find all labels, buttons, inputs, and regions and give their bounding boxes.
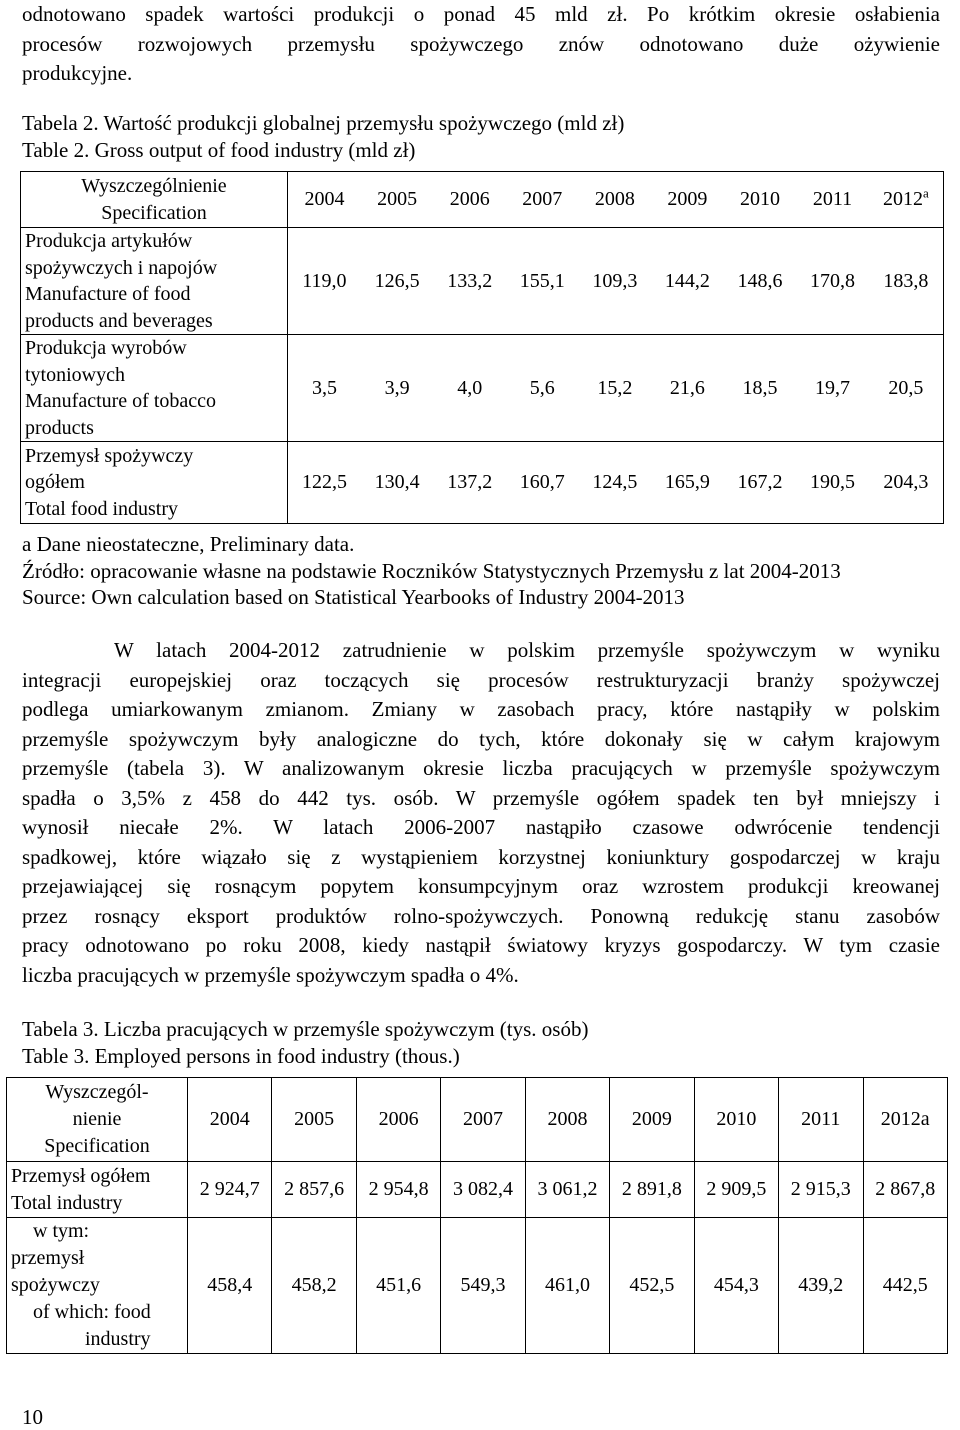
table2-cell: 183,8 [869, 228, 944, 335]
table2-year-last [869, 172, 944, 228]
table3-cell: 3 061,2 [525, 1162, 609, 1218]
table3-year: 2005 [272, 1078, 356, 1162]
table3-header-spec [7, 1078, 188, 1162]
table2-row-label [21, 228, 288, 335]
table3-cell: 458,4 [188, 1218, 272, 1354]
paragraph-line: spadkowej, które wiązało się z wystąpieniem korzystnej koniunktury gospodarczej w kraju [22, 844, 940, 869]
table2-cell: 15,2 [579, 335, 652, 442]
table2-cell: 165,9 [651, 442, 724, 524]
table3-cell: 2 924,7 [188, 1162, 272, 1218]
table2-cell: 130,4 [361, 442, 434, 524]
label-line: industry [85, 1328, 151, 1350]
table3-row-label [7, 1162, 188, 1218]
table3-caption-pl: Tabela 3. Liczba pracujących w przemyśle spożywczym (tys. osób) [22, 1017, 589, 1041]
table2-cell: 155,1 [506, 228, 579, 335]
table2-year: 2006 [433, 172, 506, 228]
table3-row [7, 1162, 948, 1218]
table3-year: 2008 [525, 1078, 609, 1162]
table3-row-label [7, 1218, 188, 1354]
label-line: tytoniowych [25, 363, 125, 386]
table3-cell: 549,3 [441, 1218, 525, 1354]
header-pl: Wyszczególnienie [81, 175, 227, 197]
label-line: przemysł [11, 1247, 85, 1269]
table2-cell: 109,3 [579, 228, 652, 335]
table2-cell: 5,6 [506, 335, 579, 442]
table2-caption-pl: Tabela 2. Wartość produkcji globalnej przemysłu spożywczego (mld zł) [22, 111, 625, 135]
table2-year: 2010 [724, 172, 797, 228]
table2-cell: 122,5 [288, 442, 361, 524]
table3-cell: 2 867,8 [863, 1162, 948, 1218]
table2-cell: 170,8 [796, 228, 869, 335]
table3 [6, 1077, 948, 1354]
table3-cell: 2 857,6 [272, 1162, 356, 1218]
table2-row [21, 442, 944, 524]
last-year: 2012 [883, 188, 924, 211]
table2-cell: 204,3 [869, 442, 944, 524]
paragraph-line: przemyśle (tabela 3). W analizowanym okresie liczba pracujących w przemyśle spożywczym [22, 756, 940, 780]
paragraph-line: przez rosnący eksport produktów rolno-spożywczych. Ponowną redukcję stanu zasobów [22, 903, 940, 928]
label-line: spożywczych i napojów [25, 256, 218, 279]
table2-cell: 144,2 [651, 228, 724, 335]
paragraph-line: pracy odnotowano po roku 2008, kiedy nastąpił światowy kryzys gospodarczy. W tym czasie [22, 933, 940, 957]
paragraph-line: liczba pracujących w przemyśle spożywczym spadła o 4%. [22, 962, 519, 987]
intro-line: procesów rozwojowych przemysłu spożywczego znów odnotowano duże ożywienie [22, 31, 940, 56]
table2-cell: 4,0 [433, 335, 506, 442]
table2-cell: 167,2 [724, 442, 797, 524]
table3-caption-en: Table 3. Employed persons in food industry (thous.) [22, 1044, 460, 1068]
table2-cell: 20,5 [869, 335, 944, 442]
table2-cell: 21,6 [651, 335, 724, 442]
table2-row-label [21, 442, 288, 524]
label-line: Przemysł spożywczy [25, 444, 194, 467]
label-line: Manufacture of food [25, 283, 191, 305]
table2-year: 2011 [796, 172, 869, 228]
label-line: products and beverages [25, 309, 213, 332]
table3-row [7, 1218, 948, 1354]
table3-cell: 2 891,8 [610, 1162, 694, 1218]
table2-year: 2005 [361, 172, 434, 228]
table3-cell: 3 082,4 [441, 1162, 525, 1218]
header-en: Specification [101, 201, 207, 224]
table2-year: 2009 [651, 172, 724, 228]
table2-cell: 3,9 [361, 335, 434, 442]
table2-cell: 190,5 [796, 442, 869, 524]
intro-line: odnotowano spadek wartości produkcji o ponad 45 mld zł. Po krótkim okresie osłabienia [22, 2, 940, 26]
table2-year: 2004 [288, 172, 361, 228]
table3-cell: 2 915,3 [779, 1162, 863, 1218]
label-line: spożywczy [11, 1274, 100, 1296]
paragraph-line: przejawiającej się rosnącym popytem konsumpcyjnym oraz wzrostem produkcji kreowanej [22, 874, 940, 898]
table2-cell: 137,2 [433, 442, 506, 524]
table2-cell: 124,5 [579, 442, 652, 524]
table3-cell: 452,5 [610, 1218, 694, 1354]
paragraph-line: integracji europejskiej oraz toczących się procesów restrukturyzacji branży spożywczej [22, 667, 940, 692]
table3-cell: 458,2 [272, 1218, 356, 1354]
table3-year: 2007 [441, 1078, 525, 1162]
table2-row [21, 228, 944, 335]
table2-cell: 119,0 [288, 228, 361, 335]
header-line: Wyszczegól- [45, 1081, 149, 1103]
table3-cell: 2 954,8 [356, 1162, 440, 1218]
label-line: Manufacture of tobacco [25, 390, 217, 412]
label-line: Przemysł ogółem [11, 1164, 151, 1187]
header-line: nienie [72, 1108, 122, 1130]
table2-header-row [21, 172, 944, 228]
table2-source-pl: Źródło: opracowanie własne na podstawie Roczników Statystycznych Przemysłu z lat 2004-2013 [22, 559, 841, 583]
paragraph-line: spadła o 3,5% z 458 do 442 tys. osób. W przemyśle ogółem spadek ten był mniejszy i [22, 785, 940, 810]
paragraph-line: wynosił niecałe 2%. W latach 2006-2007 nastąpiło czasowe odwrócenie tendencji [22, 815, 940, 839]
paragraph-line: W latach 2004-2012 zatrudnienie w polskim przemyśle spożywczym w wyniku [114, 638, 940, 662]
table2-cell: 18,5 [724, 335, 797, 442]
label-line: ogółem [25, 471, 85, 494]
table3-cell: 2 909,5 [694, 1162, 778, 1218]
table3-header-row [7, 1078, 948, 1162]
table3-year: 2009 [610, 1078, 694, 1162]
table2-year: 2007 [506, 172, 579, 228]
table2-row [21, 335, 944, 442]
table2-cell: 148,6 [724, 228, 797, 335]
page-number: 10 [22, 1405, 43, 1429]
table3-year: 2006 [356, 1078, 440, 1162]
label-line: products [25, 416, 94, 439]
table3-cell: 454,3 [694, 1218, 778, 1354]
header-line: Specification [44, 1135, 150, 1157]
table2-year: 2008 [579, 172, 652, 228]
intro-line: produkcyjne. [22, 61, 133, 85]
intro-paragraph [22, 0, 940, 89]
paragraph-line: przemyśle spożywczym były analogiczne do tych, które dokonały się w całym krajowym [22, 726, 940, 751]
label-line: Total industry [11, 1191, 123, 1214]
table2-cell: 19,7 [796, 335, 869, 442]
table3-year: 2010 [694, 1078, 778, 1162]
paragraph-line: podlega umiarkowanym zmianom. Zmiany w zasobach pracy, które nastąpiły w polskim [22, 697, 940, 721]
table3-year: 2011 [779, 1078, 863, 1162]
table2-row-label [21, 335, 288, 442]
label-line: of which: food [33, 1301, 151, 1323]
table3-cell: 461,0 [525, 1218, 609, 1354]
table2 [20, 171, 944, 524]
label-line: Total food industry [25, 497, 179, 520]
table3-year: 2004 [188, 1078, 272, 1162]
table2-cell: 3,5 [288, 335, 361, 442]
table3-cell: 439,2 [779, 1218, 863, 1354]
table3-cell: 451,6 [356, 1218, 440, 1354]
table2-header-spec [21, 172, 288, 228]
label-line: w tym: [33, 1220, 90, 1242]
table2-cell: 133,2 [433, 228, 506, 335]
table2-caption-en: Table 2. Gross output of food industry (mld zł) [22, 138, 416, 162]
table3-year: 2012a [863, 1078, 948, 1162]
table2-cell: 160,7 [506, 442, 579, 524]
table2-cell: 126,5 [361, 228, 434, 335]
table3-cell: 442,5 [863, 1218, 948, 1354]
label-line: Produkcja artykułów [25, 230, 193, 252]
body-paragraph [22, 636, 940, 990]
footnote-mark: a [923, 185, 929, 201]
table2-source-en: Source: Own calculation based on Statistical Yearbooks of Industry 2004-2013 [22, 585, 685, 609]
table2-note: a Dane nieostateczne, Preliminary data. [22, 532, 355, 556]
label-line: Produkcja wyrobów [25, 337, 187, 359]
